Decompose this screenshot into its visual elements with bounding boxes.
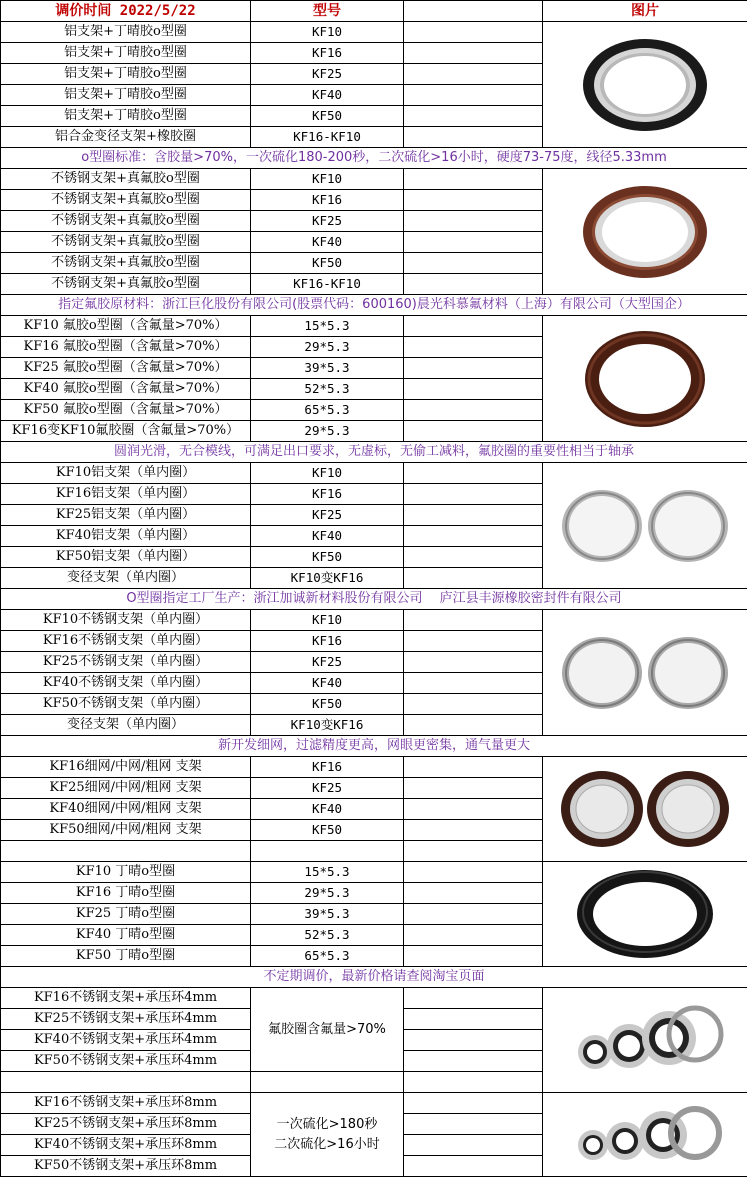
product-name: KF40细网/中网/粗网 支架 — [1, 799, 251, 820]
black-oring-icon — [543, 862, 747, 967]
product-model: KF40 — [251, 673, 404, 694]
price-cell — [404, 652, 543, 673]
price-cell — [404, 43, 543, 64]
product-name: KF50不锈钢支架+承压环4mm — [1, 1051, 251, 1072]
price-cell — [404, 421, 543, 442]
product-name: 不锈钢支架+真氟胶o型圈 — [1, 211, 251, 232]
product-name: KF50不锈钢支架+承压环8mm — [1, 1156, 251, 1177]
product-model: KF40 — [251, 799, 404, 820]
product-model: KF16 — [251, 190, 404, 211]
price-cell — [404, 1135, 543, 1156]
product-name: 铝支架+丁晴胶o型圈 — [1, 64, 251, 85]
product-name: KF16变KF10氟胶圈（含氟量>70%） — [1, 421, 251, 442]
table-row — [1, 316, 747, 337]
header-row — [1, 1, 747, 22]
quality-banner: 圆润光滑，无合模线，可满足出口要求，无虚标，无偷工减料，氟胶圈的重要性相当于轴承 — [1, 442, 747, 463]
price-cell — [404, 1093, 543, 1114]
product-model: KF25 — [251, 652, 404, 673]
product-name: KF40不锈钢支架（单内圈） — [1, 673, 251, 694]
price-cell — [404, 694, 543, 715]
factory-banner: O型圈指定工厂生产：浙江加诚新材料股份有限公司 庐江县丰源橡胶密封件有限公司 — [1, 589, 747, 610]
product-name: KF25 丁晴o型圈 — [1, 904, 251, 925]
product-model: KF50 — [251, 106, 404, 127]
price-cell — [404, 211, 543, 232]
product-model: 39*5.3 — [251, 358, 404, 379]
price-cell — [404, 64, 543, 85]
price-cell — [404, 505, 543, 526]
price-cell — [404, 799, 543, 820]
price-cell — [404, 526, 543, 547]
price-cell — [404, 715, 543, 736]
standard-banner: o型圈标准：含胶量>70%，一次硫化180-200秒，二次硫化>16小时，硬度73-75度，线径5.33mm — [1, 148, 747, 169]
price-cell — [404, 757, 543, 778]
product-name: 变径支架（单内圈） — [1, 568, 251, 589]
outer-ring-8mm-icon — [543, 1093, 747, 1177]
banner-row — [1, 589, 747, 610]
blank-cell — [251, 1072, 404, 1093]
product-model: KF50 — [251, 820, 404, 841]
mesh-centering-rings-icon — [543, 757, 747, 862]
product-name: KF10不锈钢支架（单内圈） — [1, 610, 251, 631]
table-row — [1, 757, 747, 778]
vulcanization-note-line1: 一次硫化>180秒 — [276, 1116, 378, 1132]
product-model: KF50 — [251, 547, 404, 568]
blank-cell — [251, 841, 404, 862]
material-banner: 指定氟胶原材料：浙江巨化股份有限公司(股票代码：600160)晨光科慕氟材料（上海）有限公司（大型国企） — [1, 295, 747, 316]
product-model: 52*5.3 — [251, 925, 404, 946]
product-name: KF16不锈钢支架+承压环8mm — [1, 1093, 251, 1114]
product-name: KF10 氟胶o型圈（含氟量>70%） — [1, 316, 251, 337]
outer-ring-4mm-icon — [543, 988, 747, 1093]
product-model: KF10变KF16 — [251, 568, 404, 589]
product-model: KF40 — [251, 232, 404, 253]
product-name: KF16不锈钢支架+承压环4mm — [1, 988, 251, 1009]
banner-row — [1, 442, 747, 463]
product-model: KF25 — [251, 505, 404, 526]
price-cell — [404, 1156, 543, 1177]
product-model: KF10 — [251, 22, 404, 43]
product-model: KF40 — [251, 526, 404, 547]
product-model: KF16 — [251, 484, 404, 505]
product-name: 铝支架+丁晴胶o型圈 — [1, 22, 251, 43]
aluminum-inner-rings-icon — [543, 463, 747, 589]
pricing-notice-banner: 不定期调价，最新价格请查阅淘宝页面 — [1, 967, 747, 988]
price-cell — [404, 778, 543, 799]
product-model: KF25 — [251, 778, 404, 799]
steel-inner-rings-icon — [543, 610, 747, 736]
product-name: 铝支架+丁晴胶o型圈 — [1, 106, 251, 127]
price-cell — [404, 1114, 543, 1135]
product-name: 铝支架+丁晴胶o型圈 — [1, 85, 251, 106]
table-row — [1, 463, 747, 484]
product-name: KF40 氟胶o型圈（含氟量>70%） — [1, 379, 251, 400]
price-cell — [404, 358, 543, 379]
product-name: KF25细网/中网/粗网 支架 — [1, 778, 251, 799]
price-cell — [404, 253, 543, 274]
blank-cell — [404, 841, 543, 862]
product-name: 不锈钢支架+真氟胶o型圈 — [1, 190, 251, 211]
product-name: KF16铝支架（单内圈） — [1, 484, 251, 505]
price-cell — [404, 190, 543, 211]
vulcanization-note-line2: 二次硫化>16小时 — [274, 1136, 380, 1152]
product-model: 29*5.3 — [251, 421, 404, 442]
product-name: KF50 氟胶o型圈（含氟量>70%） — [1, 400, 251, 421]
product-name: KF16细网/中网/粗网 支架 — [1, 757, 251, 778]
product-model: 29*5.3 — [251, 337, 404, 358]
product-name: KF40不锈钢支架+承压环8mm — [1, 1135, 251, 1156]
price-cell — [404, 463, 543, 484]
table-row — [1, 862, 747, 883]
product-name: KF50不锈钢支架（单内圈） — [1, 694, 251, 715]
mesh-banner: 新开发细网，过滤精度更高，网眼更密集，通气量更大 — [1, 736, 747, 757]
product-name: 不锈钢支架+真氟胶o型圈 — [1, 274, 251, 295]
product-name: 不锈钢支架+真氟胶o型圈 — [1, 253, 251, 274]
brown-oring-steel-ring-icon — [543, 169, 747, 295]
product-model: KF10变KF16 — [251, 715, 404, 736]
header-date: 调价时间 2022/5/22 — [1, 1, 251, 22]
price-cell — [404, 484, 543, 505]
product-name: KF40 丁晴o型圈 — [1, 925, 251, 946]
header-image: 图片 — [543, 1, 747, 22]
table-row — [1, 988, 747, 1009]
price-cell — [404, 400, 543, 421]
table-row — [1, 610, 747, 631]
banner-row — [1, 967, 747, 988]
price-cell — [404, 862, 543, 883]
blank-cell — [404, 1072, 543, 1093]
product-model: KF16 — [251, 757, 404, 778]
product-model: KF16-KF10 — [251, 274, 404, 295]
product-name: KF25 氟胶o型圈（含氟量>70%） — [1, 358, 251, 379]
price-cell — [404, 547, 543, 568]
blank-cell — [1, 841, 251, 862]
price-cell — [404, 232, 543, 253]
table-row — [1, 1093, 747, 1114]
price-cell — [404, 274, 543, 295]
price-cell — [404, 610, 543, 631]
price-cell — [404, 379, 543, 400]
product-model: KF16 — [251, 631, 404, 652]
banner-row — [1, 148, 747, 169]
product-name: KF50细网/中网/粗网 支架 — [1, 820, 251, 841]
product-model: KF40 — [251, 85, 404, 106]
product-model: KF16 — [251, 43, 404, 64]
price-cell — [404, 820, 543, 841]
price-cell — [404, 337, 543, 358]
product-model: 65*5.3 — [251, 400, 404, 421]
product-model: 15*5.3 — [251, 862, 404, 883]
header-price — [404, 1, 543, 22]
product-model: KF50 — [251, 694, 404, 715]
price-cell — [404, 169, 543, 190]
product-model: KF16-KF10 — [251, 127, 404, 148]
table-row — [1, 169, 747, 190]
banner-row — [1, 736, 747, 757]
product-model: KF10 — [251, 610, 404, 631]
product-model: KF10 — [251, 169, 404, 190]
price-cell — [404, 925, 543, 946]
price-cell — [404, 673, 543, 694]
product-name: KF40铝支架（单内圈） — [1, 526, 251, 547]
product-name: KF10铝支架（单内圈） — [1, 463, 251, 484]
header-model: 型号 — [251, 1, 404, 22]
price-cell — [404, 85, 543, 106]
price-cell — [404, 1051, 543, 1072]
table-row — [1, 22, 747, 43]
price-cell — [404, 316, 543, 337]
product-name: KF50 丁晴o型圈 — [1, 946, 251, 967]
product-name: KF40不锈钢支架+承压环4mm — [1, 1030, 251, 1051]
product-name: KF16 氟胶o型圈（含氟量>70%） — [1, 337, 251, 358]
product-name: KF25不锈钢支架（单内圈） — [1, 652, 251, 673]
price-cell — [404, 631, 543, 652]
product-model: KF50 — [251, 253, 404, 274]
price-cell — [404, 988, 543, 1009]
price-cell — [404, 1009, 543, 1030]
product-model: 52*5.3 — [251, 379, 404, 400]
vulcanization-note — [251, 1093, 404, 1177]
product-name: KF25不锈钢支架+承压环8mm — [1, 1114, 251, 1135]
product-name: KF50铝支架（单内圈） — [1, 547, 251, 568]
price-cell — [404, 946, 543, 967]
product-model: 15*5.3 — [251, 316, 404, 337]
product-name: KF16 丁晴o型圈 — [1, 883, 251, 904]
product-model: KF10 — [251, 463, 404, 484]
fluorine-note: 氟胶圈含氟量>70% — [251, 988, 404, 1072]
price-cell — [404, 127, 543, 148]
product-name: KF16不锈钢支架（单内圈） — [1, 631, 251, 652]
product-model: KF25 — [251, 211, 404, 232]
price-cell — [404, 904, 543, 925]
product-name: 不锈钢支架+真氟胶o型圈 — [1, 232, 251, 253]
product-model: 39*5.3 — [251, 904, 404, 925]
price-cell — [404, 883, 543, 904]
banner-row — [1, 295, 747, 316]
product-model: 65*5.3 — [251, 946, 404, 967]
product-name: KF25不锈钢支架+承压环4mm — [1, 1009, 251, 1030]
price-cell — [404, 22, 543, 43]
price-cell — [404, 106, 543, 127]
product-name: 铝支架+丁晴胶o型圈 — [1, 43, 251, 64]
product-model: KF25 — [251, 64, 404, 85]
black-oring-aluminum-ring-icon — [543, 22, 747, 148]
product-model: 29*5.3 — [251, 883, 404, 904]
product-name: KF10 丁晴o型圈 — [1, 862, 251, 883]
product-name: 铝合金变径支架+橡胶圈 — [1, 127, 251, 148]
brown-oring-icon — [543, 316, 747, 442]
blank-cell — [1, 1072, 251, 1093]
price-cell — [404, 1030, 543, 1051]
product-name: 变径支架（单内圈） — [1, 715, 251, 736]
product-name: 不锈钢支架+真氟胶o型圈 — [1, 169, 251, 190]
product-name: KF25铝支架（单内圈） — [1, 505, 251, 526]
price-cell — [404, 568, 543, 589]
